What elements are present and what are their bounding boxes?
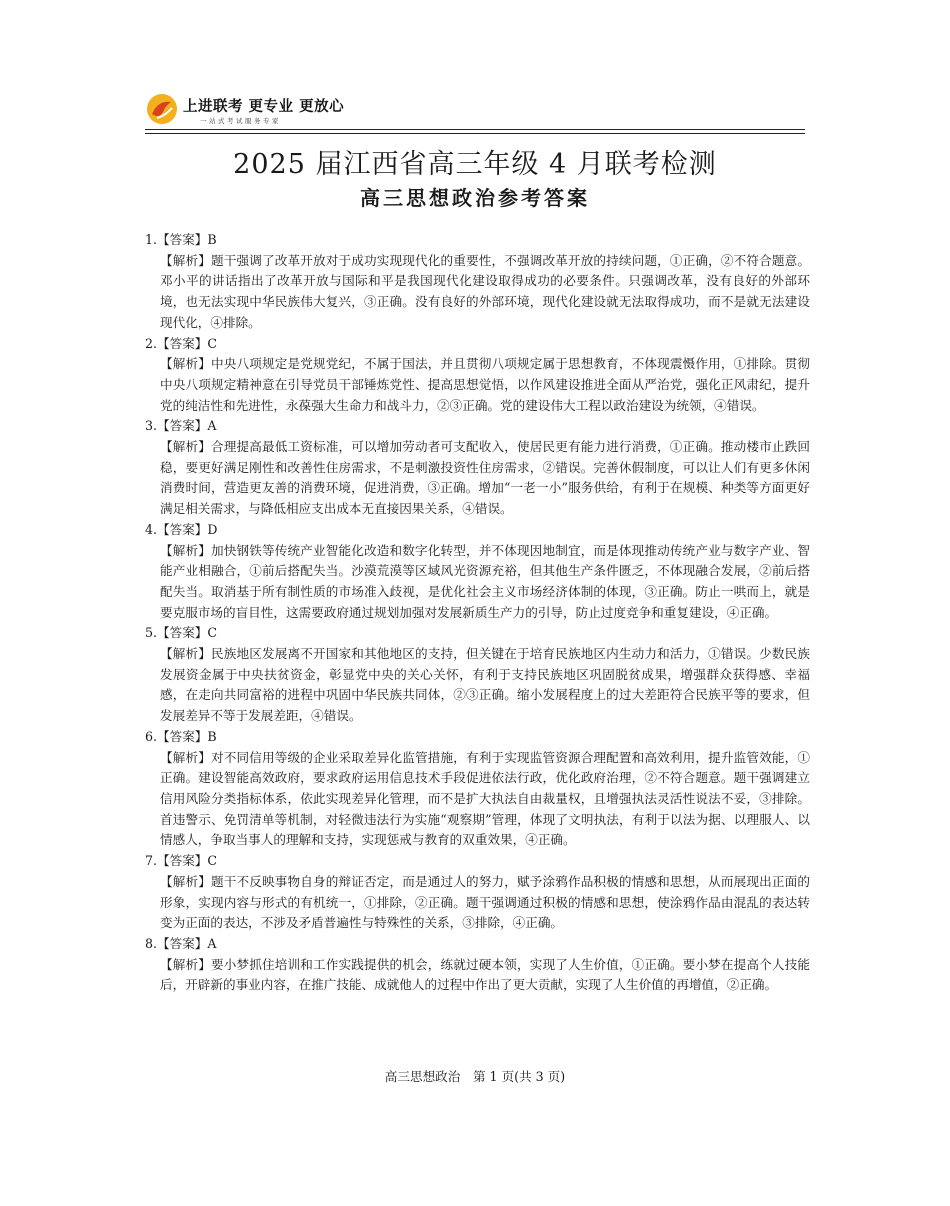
answer-heading: 3.【答案】A <box>145 418 217 434</box>
brand-tagline: 一站式考试服务专家 <box>200 117 281 125</box>
header-rule-thin <box>145 133 805 134</box>
explanation: 【解析】合理提高最低工资标准，可以增加劳动者可支配收入，使居民更有能力进行消费，①正确。推动楼市止跌回稳，要更好满足刚性和改善性住房需求，不是刺激投资性住房需求，②错误。完善休假制度，可以让人们有更多休闲消费时间，营造更友善的消费环境，促进消费，③正确。增加“一老一小”服务供给，有利于在规模、种类等方面更好满足相关需求，与降低相应支出成本无直接因果关系，④错误。 <box>160 439 810 517</box>
explanation: 【解析】题干不反映事物自身的辩证否定，而是通过人的努力，赋予涂鸦作品积极的情感和思想，从而展现出正面的形象，实现内容与形式的有机统一，①排除，②正确。题干强调通过积极的情感和思想，使涂鸦作品由混乱的表达转变为正面的表达，不涉及矛盾普遍性与特殊性的关系，③排除，④正确。 <box>160 873 810 931</box>
answer-heading: 6.【答案】B <box>145 728 217 744</box>
explanation: 【解析】加快钢铁等传统产业智能化改造和数字化转型，并不体现因地制宜，而是体现推动传统产业与数字产业、智能产业相融合，①前后搭配失当。沙漠荒漠等区域风光资源充裕，但其他生产条件匮乏，不体现融合发展，②前后搭配失当。取消基于所有制性质的市场准入歧视，是优化社会主义市场经济体制的体现，③正确。防止一哄而上，就是要克服市场的盲目性，这需要政府通过规划加强对发展新质生产力的引导，防止过度竞争和重复建设，④正确。 <box>160 542 810 620</box>
answer-heading: 8.【答案】A <box>145 935 217 951</box>
answer-heading: 1.【答案】B <box>145 232 217 247</box>
brand-logo <box>145 92 425 132</box>
answer-heading: 2.【答案】C <box>145 335 218 351</box>
header-rule-thick <box>145 129 805 130</box>
explanation: 【解析】民族地区发展离不开国家和其他地区的支持，但关键在于培育民族地区内生动力和活力，①错误。少数民族发展资金属于中央扶贫资金，彰显党中央的关心关怀，有利于支持民族地区巩固脱贫成果，增强群众获得感、幸福感，在走向共同富裕的进程中巩固中华民族共同体，②③正确。缩小发展程度上的过大差距符合民族平等的要求，但发展差异不等于发展差距，④错误。 <box>160 646 810 724</box>
answer-heading: 7.【答案】C <box>145 853 218 869</box>
explanation: 【解析】对不同信用等级的企业采取差异化监管措施，有利于实现监管资源合理配置和高效利用，提升监管效能，①正确。建设智能高效政府，要求政府运用信息技术手段促进依法行政，优化政府治理，②不符合题意。题干强调建立信用风险分类指标体系，依此实现差异化管理，而不是扩大执法自由裁量权，且增强执法灵活性说法不妥，③排除。首违警示、免罚清单等机制，对轻微违法行为实施“观察期”管理，体现了文明执法，有利于以法为据、以理服人、以情感人，争取当事人的理解和支持，实现惩戒与教育的双重效果，④正确。 <box>160 749 810 848</box>
explanation: 【解析】题干强调了改革开放对于成功实现现代化的重要性，不强调改革开放的持续问题，①正确，②不符合题意。邓小平的讲话指出了改革开放与国际和平是我国现代化建设取得成功的必要条件。只强调改革，没有良好的外部环境，也无法实现中华民族伟大复兴，③正确。没有良好的外部环境，现代化建设就无法取得成功，而不是就无法建设现代化，④排除。 <box>160 252 810 330</box>
brand-slogan: 上进联考 更专业 更放心 <box>183 99 345 115</box>
answer-heading: 4.【答案】D <box>145 521 218 537</box>
explanation: 【解析】要小梦抓住培训和工作实践提供的机会，练就过硬本领，实现了人生价值，①正确。要小梦在提高个人技能后，开辟新的事业内容，在推广技能、成就他人的过程中作出了更大贡献，实现了人生价值的再增值，②正确。 <box>160 956 810 993</box>
answer-heading: 5.【答案】C <box>145 625 218 641</box>
answer-key-subtitle: 高三思想政治参考答案 <box>360 186 590 210</box>
exam-title: 2025 届江西省高三年级 4 月联考检测 <box>233 149 717 180</box>
explanation: 【解析】中央八项规定是党规党纪，不属于国法，并且贯彻八项规定属于思想教育，不体现震慑作用，①排除。贯彻中央八项规定精神意在引导党员干部锤炼党性、提高思想觉悟，以作风建设推进全面从严治党，强化正风肃纪，提升党的纯洁性和先进性，永葆强大生命力和战斗力，②③正确。党的建设伟大工程以政治建设为统领，④错误。 <box>160 356 810 413</box>
brand-mark-icon <box>145 92 179 126</box>
page-footer: 高三思想政治 第 1 页(共 3 页) <box>384 1069 566 1084</box>
answer-list <box>144 230 810 996</box>
